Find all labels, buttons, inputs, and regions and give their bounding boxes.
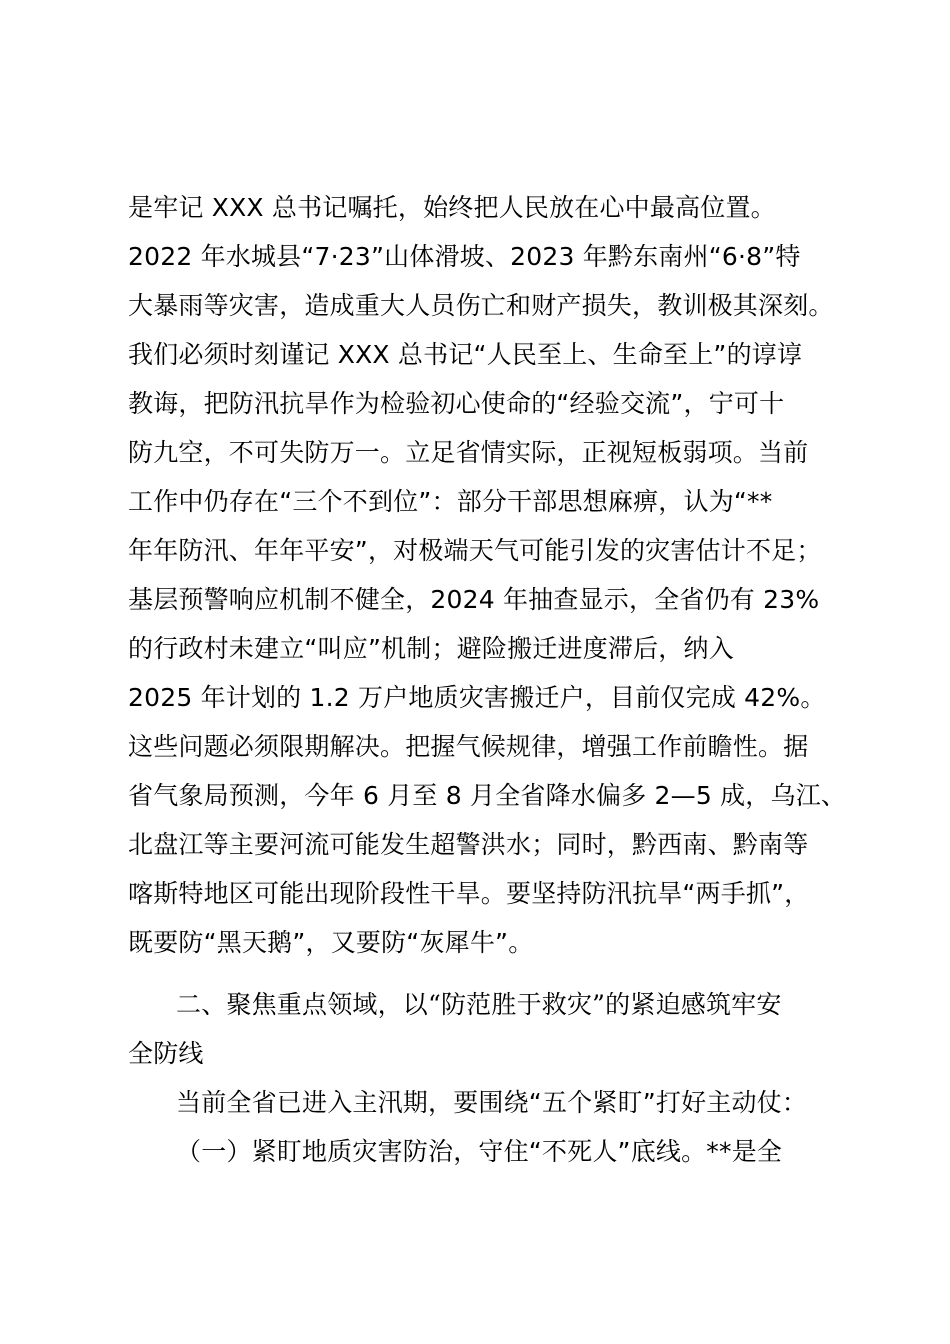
paragraph-line: 教诲，把防汛抗旱作为检验初心使命的“经验交流”，宁可十	[128, 389, 785, 418]
paragraph-line: 我们必须时刻谨记 XXX 总书记“人民至上、生命至上”的谆谆	[128, 340, 803, 369]
section-heading-line: 二、聚焦重点领域，以“防范胜于救灾”的紧迫感筑牢安	[176, 990, 782, 1019]
paragraph-line: 的行政村未建立“叫应”机制；避险搬迁进度滞后，纳入	[128, 634, 734, 663]
paragraph-line: 防九空，不可失防万一。立足省情实际，正视短板弱项。当前	[128, 438, 809, 467]
paragraph-line: 工作中仍存在“三个不到位”：部分干部思想麻痹，认为“**	[128, 487, 773, 516]
paragraph-line: 是牢记 XXX 总书记嘱托，始终把人民放在心中最高位置。	[128, 193, 776, 222]
paragraph-line: 大暴雨等灾害，造成重大人员伤亡和财产损失，教训极其深刻。	[128, 291, 834, 320]
paragraph-line: 2025 年计划的 1.2 万户地质灾害搬迁户，目前仅完成 42%。	[128, 683, 826, 712]
paragraph-line: 既要防“黑天鹅”，又要防“灰犀牛”。	[128, 928, 534, 957]
paragraph-line: 当前全省已进入主汛期，要围绕“五个紧盯”打好主动仗：	[176, 1088, 808, 1117]
paragraph-line: 省气象局预测，今年 6 月至 8 月全省降水偏多 2—5 成，乌江、	[128, 781, 847, 810]
paragraph-line: （一）紧盯地质灾害防治，守住“不死人”底线。**是全	[176, 1137, 783, 1166]
section-heading-line: 全防线	[128, 1039, 204, 1068]
paragraph-line: 这些问题必须限期解决。把握气候规律，增强工作前瞻性。据	[128, 732, 809, 761]
paragraph-line: 基层预警响应机制不健全，2024 年抽查显示，全省仍有 23%	[128, 585, 820, 614]
paragraph-line: 年年防汛、年年平安”，对极端天气可能引发的灾害估计不足；	[128, 536, 822, 565]
paragraph-line: 2022 年水城县“7·23”山体滑坡、2023 年黔东南州“6·8”特	[128, 242, 801, 271]
paragraph-line: 喀斯特地区可能出现阶段性干旱。要坚持防汛抗旱“两手抓”，	[128, 879, 810, 908]
paragraph-line: 北盘江等主要河流可能发生超警洪水；同时，黔西南、黔南等	[128, 830, 809, 859]
